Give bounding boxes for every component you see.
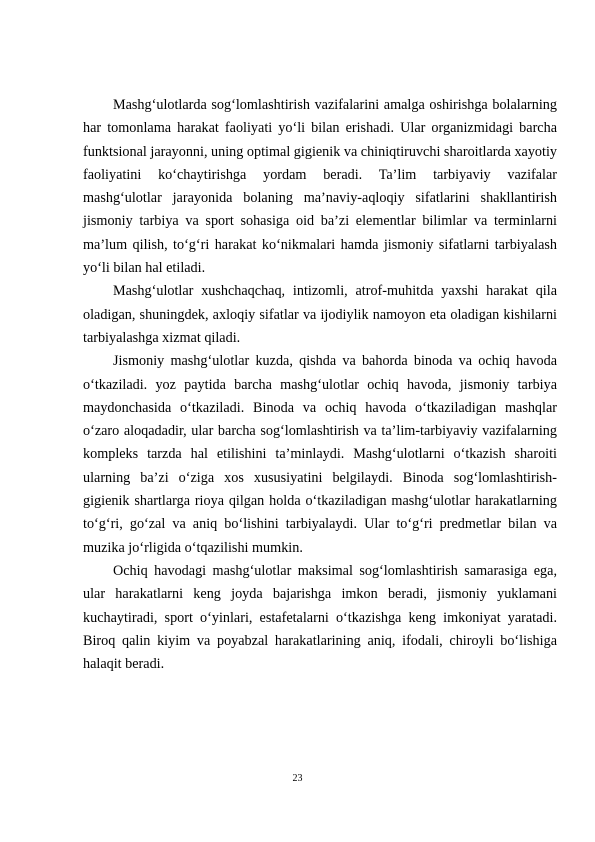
paragraph-4: Ochiq havodagi mashg‘ulotlar maksimal sog‘lomlashtirish samarasiga ega, ular harakatlarni keng joyda bajarishga imkon beradi, jismoniy yuklamani kuchaytiradi, sport o‘yinlari, estafetalarni o‘tkazishga keng imkoniyat yaratadi. Biroq qalin kiyim va poyabzal harakatlarining aniq, ifodali, chiroyli bo‘lishiga halaqit beradi. xyxy=(83,562,557,673)
paragraph-1: Mashg‘ulotlarda sog‘lomlashtirish vazifalarini amalga oshirishga bolalarning har tomonlama harakat faoliyati yo‘li bilan erishadi. Ular organizmidagi barcha funktsional jarayonni, uning optimal gigienik va chiniqtiruvchi sharoitlarda xayotiy faoliyatini ko‘chaytirishga yordam beradi. Ta’lim tarbiyaviy vazifalar mashg‘ulotlar jarayonida bolaning ma’naviy-aqloqiy sifatlarini shakllantirish jismoniy tarbiya va sport sohasiga oid ba’zi elementlar bilimlar va terminlarni ma’lum qilish, to‘g‘ri harakat ko‘nikmalari hamda jismoniy sifatlarni tarbiyalash yo‘li bilan hal etiladi. xyxy=(83,97,557,277)
paragraph-2: Mashg‘ulotlar xushchaqchaq, intizomli, atrof-muhitda yaxshi harakat qila oladigan, shuningdek, axloqiy sifatlar va ijodiylik namoyon eta oladigan kishilarni tarbiyalashga xizmat qiladi. xyxy=(83,283,557,346)
document-body xyxy=(83,94,557,676)
page-number: 23 xyxy=(292,773,303,784)
paragraph-3: Jismoniy mashg‘ulotlar kuzda, qishda va bahorda binoda va ochiq havoda o‘tkaziladi. yoz paytida barcha mashg‘ulotlar ochiq havoda, jismoniy tarbiya maydonchasida o‘tkaziladi. Binoda va ochiq havoda o‘tkaziladigan mashqlar o‘zaro aloqadadir, ular barcha sog‘lomlashtirish va ta’lim-tarbiyaviy vazifalarning kompleks tarzda hal etilishini ta’minlaydi. Mashg‘ulotlarni o‘tkazish sharoiti ularning ba’zi o‘ziga xos xususiyatini belgilaydi. Binoda sog‘lomlashtirish-gigienik shartlarga rioya qilgan holda o‘tkaziladigan mashg‘ulotlar harakatlarning to‘g‘ri, go‘zal va aniq bo‘lishini tarbiyalaydi. Ular to‘g‘ri predmetlar bilan va muzika jo‘rligida o‘tqazilishi mumkin. xyxy=(83,353,557,556)
